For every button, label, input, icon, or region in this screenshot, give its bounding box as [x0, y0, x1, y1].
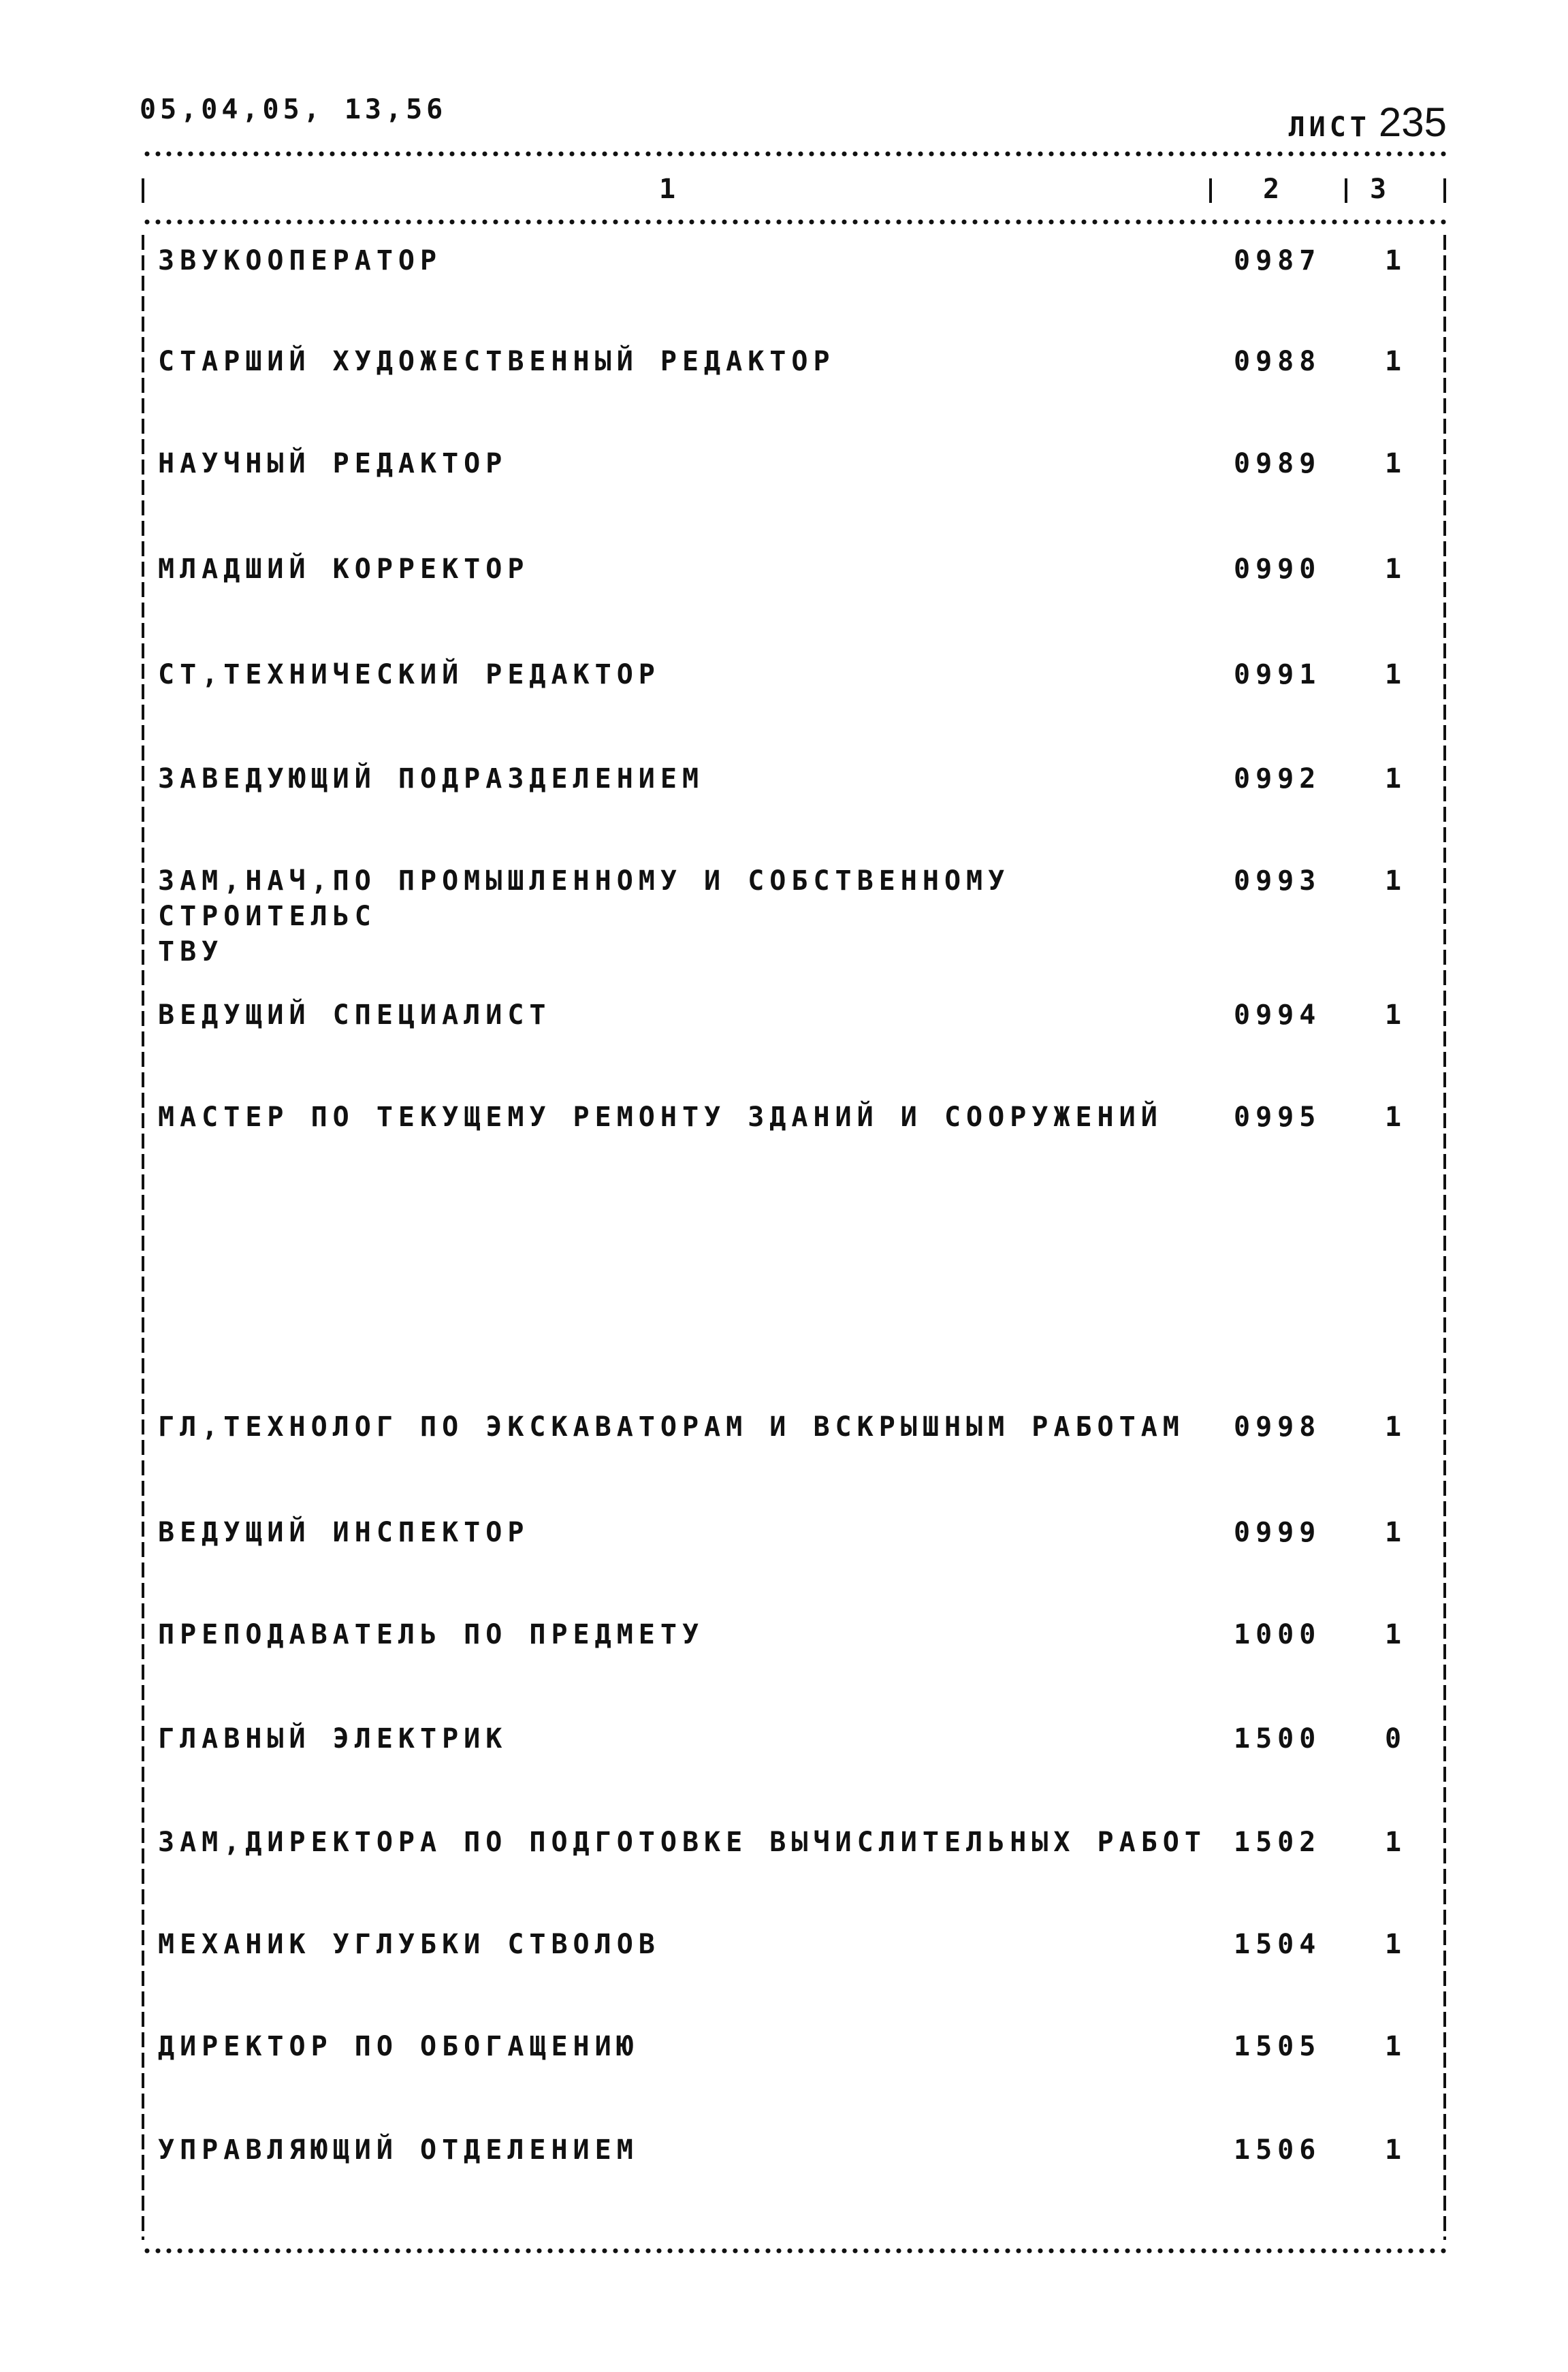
table-row-flag: 1	[1384, 659, 1407, 690]
table-row-code: 0992	[1234, 763, 1322, 795]
table-row-code: 1500	[1234, 1723, 1322, 1754]
column-header-2: 2	[1263, 174, 1280, 205]
table-row-flag: 1	[1384, 999, 1407, 1031]
top-star-rule	[142, 150, 1448, 158]
table-row-name: НАУЧНЫЙ РЕДАКТОР	[158, 448, 508, 479]
table-row-flag: 1	[1384, 245, 1407, 276]
table-row-name: ДИРЕКТОР ПО ОБОГАЩЕНИЮ	[158, 2031, 639, 2062]
table-row-flag: 1	[1384, 2031, 1407, 2062]
sheet-number: 235	[1378, 99, 1447, 145]
table-row-code: 0988	[1234, 346, 1322, 377]
table-row-code: 0995	[1234, 1102, 1322, 1133]
table-row-code: 0989	[1234, 448, 1322, 479]
table-row-code: 1505	[1234, 2031, 1322, 2062]
header-separator-2	[1345, 178, 1347, 203]
table-row-name: УПРАВЛЯЮЩИЙ ОТДЕЛЕНИЕМ	[158, 2134, 639, 2166]
table-row-code: 1000	[1234, 1619, 1322, 1650]
table-row-flag: 0	[1384, 1723, 1407, 1754]
header-border-right	[1443, 178, 1446, 203]
table-row-name: СТ,ТЕХНИЧЕСКИЙ РЕДАКТОР	[158, 659, 660, 690]
column-header-1: 1	[659, 174, 676, 205]
table-row-name: ПРЕПОДАВАТЕЛЬ ПО ПРЕДМЕТУ	[158, 1619, 705, 1650]
body-border-right	[1443, 235, 1446, 2240]
table-row-code: 0991	[1234, 659, 1322, 690]
table-row-code: 0994	[1234, 999, 1322, 1031]
table-row-flag: 1	[1384, 1929, 1407, 1960]
body-border-left	[142, 235, 144, 2240]
table-row-code: 0987	[1234, 245, 1322, 276]
table-row-name: МАСТЕР ПО ТЕКУЩЕМУ РЕМОНТУ ЗДАНИЙ И СООРУЖЕНИЙ	[158, 1102, 1163, 1133]
table-row-name: СТАРШИЙ ХУДОЖЕСТВЕННЫЙ РЕДАКТОР	[158, 346, 835, 377]
table-row-name: ЗАМ,ДИРЕКТОРА ПО ПОДГОТОВКЕ ВЫЧИСЛИТЕЛЬНЫХ РАБОТ	[158, 1827, 1206, 1858]
table-row-flag: 1	[1384, 2134, 1407, 2166]
table-row-flag: 1	[1384, 1827, 1407, 1858]
document-header-left: 05,04,05, 13,56	[140, 94, 447, 125]
table-row-code: 0999	[1234, 1517, 1322, 1548]
table-row-code: 1506	[1234, 2134, 1322, 2166]
table-row-name: ВЕДУЩИЙ СПЕЦИАЛИСТ	[158, 999, 551, 1031]
table-row-code: 0990	[1234, 554, 1322, 585]
table-row-flag: 1	[1384, 448, 1407, 479]
table-row-flag: 1	[1384, 346, 1407, 377]
sheet-label: ЛИСТ	[1288, 112, 1371, 143]
bottom-star-rule	[142, 2247, 1448, 2255]
header-star-rule	[142, 218, 1448, 226]
table-row-name: ЗВУКООПЕРАТОР	[158, 245, 443, 276]
table-row-flag: 1	[1384, 865, 1407, 897]
table-row-flag: 1	[1384, 1619, 1407, 1650]
table-row-name: ЗАМ,НАЧ,ПО ПРОМЫШЛЕННОМУ И СОБСТВЕННОМУ СТРОИТЕЛЬС ТВУ	[158, 865, 1010, 967]
table-row-code: 0993	[1234, 865, 1322, 897]
table-row-code: 0998	[1234, 1411, 1322, 1443]
table-row-flag: 1	[1384, 1102, 1407, 1133]
table-row-name: ГЛАВНЫЙ ЭЛЕКТРИК	[158, 1723, 508, 1754]
table-row-name: МЕХАНИК УГЛУБКИ СТВОЛОВ	[158, 1929, 660, 1960]
table-row-name: ВЕДУЩИЙ ИНСПЕКТОР	[158, 1517, 530, 1548]
column-header-3: 3	[1370, 174, 1387, 205]
header-separator-1	[1209, 178, 1212, 203]
table-row-flag: 1	[1384, 554, 1407, 585]
table-row-flag: 1	[1384, 1517, 1407, 1548]
table-row-flag: 1	[1384, 1411, 1407, 1443]
table-row-name: ЗАВЕДУЮЩИЙ ПОДРАЗДЕЛЕНИЕМ	[158, 763, 705, 795]
table-row-flag: 1	[1384, 763, 1407, 795]
sheet-label-group	[1289, 99, 1447, 146]
table-row-code: 1504	[1234, 1929, 1322, 1960]
table-row-code: 1502	[1234, 1827, 1322, 1858]
header-border-left	[142, 178, 144, 203]
table-row-name: МЛАДШИЙ КОРРЕКТОР	[158, 554, 530, 585]
table-row-name: ГЛ,ТЕХНОЛОГ ПО ЭКСКАВАТОРАМ И ВСКРЫШНЫМ РАБОТАМ	[158, 1411, 1185, 1443]
